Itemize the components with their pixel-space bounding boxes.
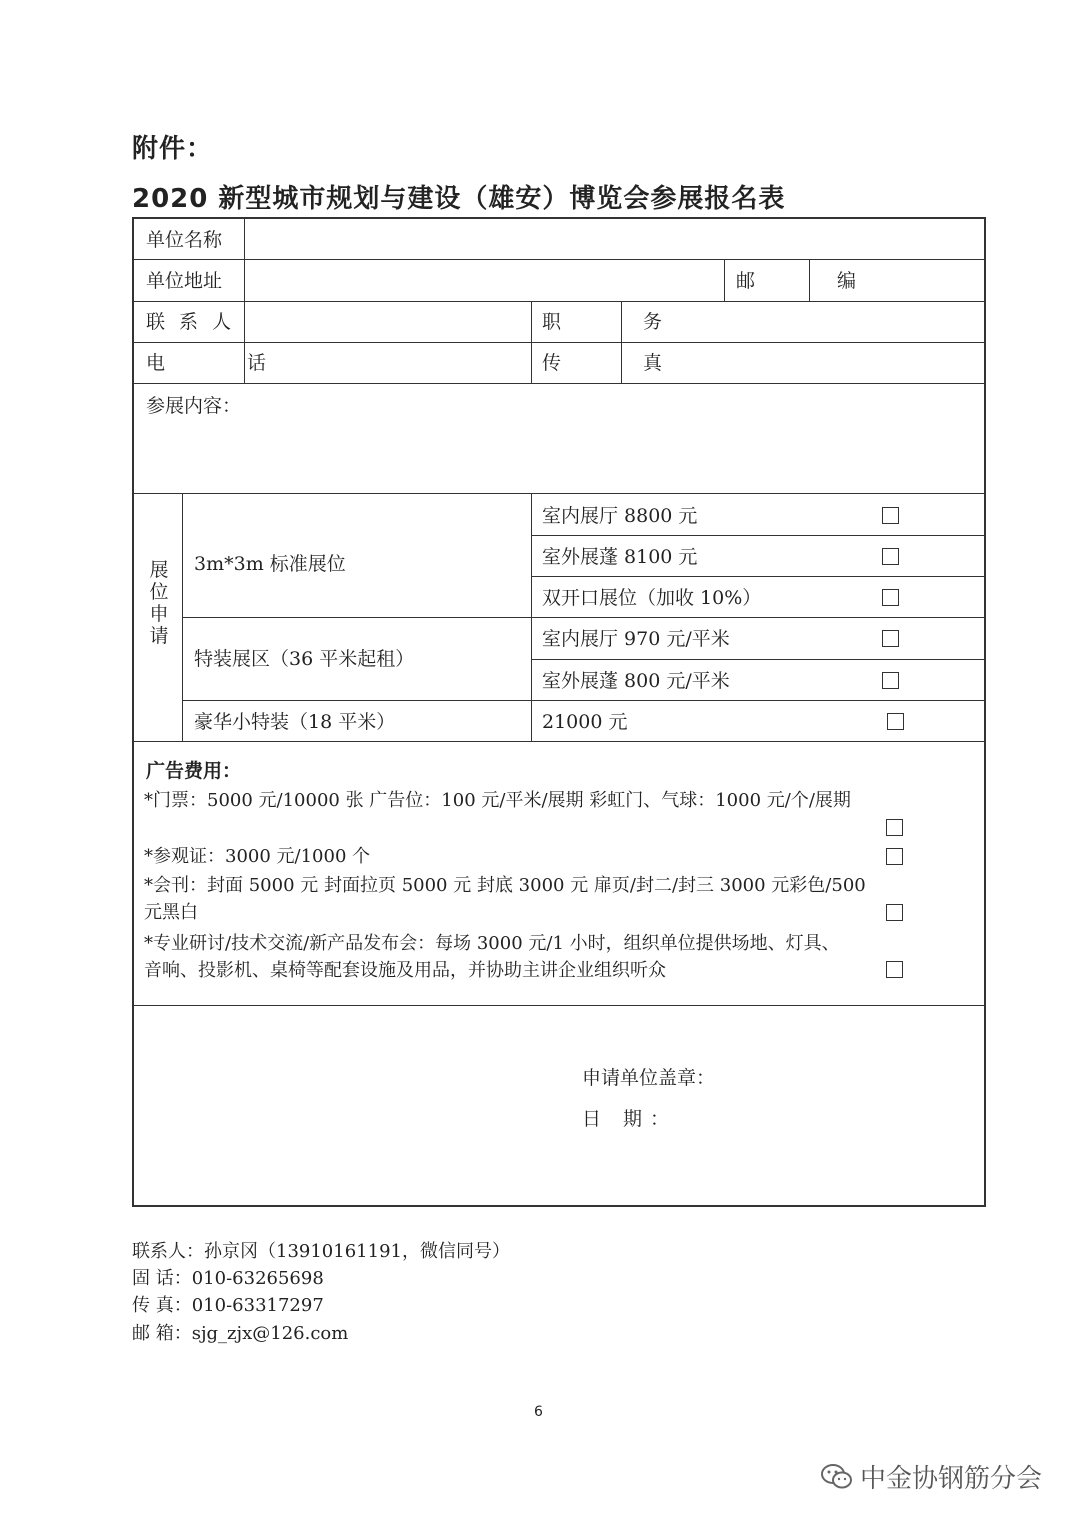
org-name-field[interactable] xyxy=(246,220,982,258)
booth-option-outdoor: 室外展蓬 8100 元 xyxy=(542,546,698,568)
ad-line-catalog-cont: 元黑白 xyxy=(144,902,198,923)
position-field[interactable] xyxy=(623,303,982,341)
registration-form xyxy=(132,217,986,1207)
ad-line-pass: *参观证：3000 元/1000 个 xyxy=(144,846,371,867)
ad-line-seminar-cont: 音响、投影机、桌椅等配套设施及用品，并协助主讲企业组织听众 xyxy=(144,960,666,981)
phone-field[interactable] xyxy=(246,344,529,382)
watermark-text: 中金协钢筋分会 xyxy=(860,1464,1043,1494)
standard-booth-label: 3m*3m 标准展位 xyxy=(194,553,346,575)
ad-line-tickets: *门票：5000 元/10000 张 广告位：100 元/平米/展期 彩虹门、气球：1000 元/个/展期 xyxy=(144,790,851,811)
fax-label: 传 真 xyxy=(542,352,701,374)
luxury-price: 21000 元 xyxy=(542,711,628,733)
exhibit-content-field[interactable] xyxy=(136,419,982,491)
ad-line-seminar: *专业研讨/技术交流/新产品发布会：每场 3000 元/1 小时，组织单位提供场地、灯具、 xyxy=(144,933,840,954)
seal-label: 申请单位盖章： xyxy=(582,1067,716,1089)
checkbox-outdoor-booth[interactable] xyxy=(882,548,899,565)
org-address-field[interactable] xyxy=(246,261,722,299)
footer-email: 邮 箱：sjg_zjx@126.com xyxy=(132,1323,349,1344)
checkbox-ad-pass[interactable] xyxy=(886,848,903,865)
position-label: 职 务 xyxy=(542,311,701,333)
checkbox-special-indoor[interactable] xyxy=(882,630,899,647)
checkbox-indoor-booth[interactable] xyxy=(882,507,899,524)
special-area-label: 特装展区（36 平米起租） xyxy=(194,648,415,670)
phone-label: 电 话 xyxy=(146,352,305,374)
contact-label: 联系人 xyxy=(146,311,246,333)
special-option-indoor: 室内展厅 970 元/平米 xyxy=(542,628,730,650)
postcode-label: 邮 编 xyxy=(736,270,895,292)
checkbox-double-booth[interactable] xyxy=(882,589,899,606)
postcode-field[interactable] xyxy=(811,261,982,299)
ad-line-catalog: *会刊：封面 5000 元 封面拉页 5000 元 封底 3000 元 扉页/封二/封三 3000 元彩色/500 xyxy=(144,875,866,896)
footer-phone: 固 话：010-63265698 xyxy=(132,1268,324,1289)
checkbox-ad-catalog[interactable] xyxy=(886,904,903,921)
ad-title: 广告费用： xyxy=(146,760,242,782)
contact-field[interactable] xyxy=(246,303,529,341)
checkbox-ad-seminar[interactable] xyxy=(886,961,903,978)
date-label: 日 期： xyxy=(582,1108,678,1130)
org-address-label: 单位地址 xyxy=(146,270,223,292)
wechat-icon xyxy=(820,1463,854,1491)
booth-option-double: 双开口展位（加收 10%） xyxy=(542,587,762,609)
checkbox-luxury[interactable] xyxy=(887,713,904,730)
page-number: 6 xyxy=(534,1404,543,1420)
org-name-label: 单位名称 xyxy=(146,229,223,251)
booth-application-label: 展 位 申 请 xyxy=(149,559,169,647)
booth-option-indoor: 室内展厅 8800 元 xyxy=(542,505,698,527)
exhibit-content-label: 参展内容： xyxy=(146,395,242,417)
watermark xyxy=(820,1458,1042,1495)
luxury-label: 豪华小特装（18 平米） xyxy=(194,711,396,733)
checkbox-special-outdoor[interactable] xyxy=(882,672,899,689)
attachment-label: 附件： xyxy=(132,134,214,164)
checkbox-ad-tickets[interactable] xyxy=(886,819,903,836)
special-option-outdoor: 室外展蓬 800 元/平米 xyxy=(542,670,730,692)
footer-fax: 传 真：010-63317297 xyxy=(132,1295,324,1316)
footer-contact: 联系人：孙京冈（13910161191，微信同号） xyxy=(132,1241,510,1262)
fax-field[interactable] xyxy=(623,344,982,382)
page-title: 2020 新型城市规划与建设（雄安）博览会参展报名表 xyxy=(132,184,786,214)
